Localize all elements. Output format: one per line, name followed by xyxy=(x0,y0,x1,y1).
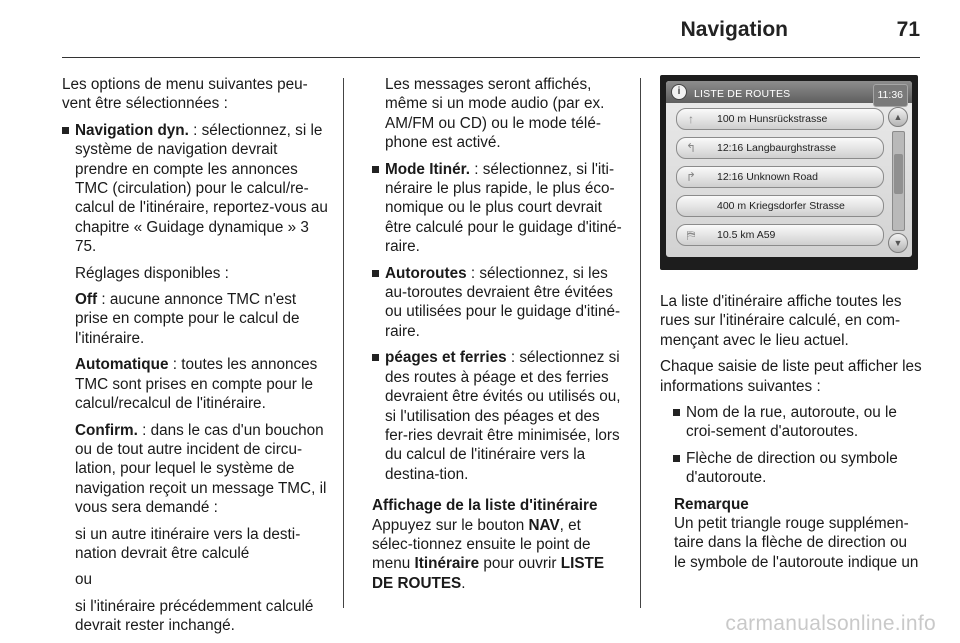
section-title: Affichage de la liste d'itinéraire xyxy=(372,497,598,515)
screen-display xyxy=(666,81,912,257)
scroll-track xyxy=(892,131,905,231)
scroll-up-icon: ▲ xyxy=(888,107,908,127)
column-1 xyxy=(62,75,328,643)
route-list-label: LISTE DE ROUTES xyxy=(372,555,605,592)
bullet-direction-arrow: Flèche de direction ou symbole d'autoroute. xyxy=(673,449,922,488)
question-2: si l'itinéraire précédemment calculé devrait rester inchangé. xyxy=(75,597,314,635)
page-ref: 75. xyxy=(75,238,97,256)
screen-clock: 11:36 xyxy=(873,84,909,107)
screen-scrollbar xyxy=(888,107,908,253)
turn-right-icon: ↱ xyxy=(685,170,697,184)
route-row xyxy=(676,166,884,188)
term-nav-dyn: Navigation dyn. xyxy=(75,121,189,139)
route-row xyxy=(676,137,884,159)
column-2 xyxy=(372,75,624,600)
desc-nav-dyn: : sélectionnez, si le système de navigation devrait prendre en compte les annonces TMC (circulation) pour le calcul/re-calcul de l'itinéraire, reportez-vous au chapitre « Guidage dynamique » xyxy=(75,121,328,236)
turn-left-icon: ↰ xyxy=(685,141,697,155)
section-text xyxy=(372,516,624,594)
route-row-icon xyxy=(683,198,699,214)
route-row-text: 12:16 Unknown Road xyxy=(717,171,818,183)
option-confirm xyxy=(75,421,328,518)
scroll-thumb xyxy=(894,154,903,194)
screen-title-bar xyxy=(666,81,912,103)
route-row-text: 100 m Hunsrückstrasse xyxy=(717,113,828,125)
option-off xyxy=(75,290,328,348)
list-description: La liste d'itinéraire affiche toutes les rues sur l'itinéraire calculé, en com-mençant avec le lieu actuel. xyxy=(660,293,902,349)
term-off: Off xyxy=(75,291,98,309)
route-row xyxy=(676,224,884,246)
straight-arrow-icon: ↑ xyxy=(688,112,694,126)
continued-text: Les messages seront affichés, même si un mode audio (par ex. AM/FM ou CD) ou le mode télé-phone est activé. xyxy=(385,76,605,152)
header-divider xyxy=(62,57,920,58)
route-row xyxy=(676,195,884,217)
section-text-1: Appuyez sur le bouton xyxy=(372,516,529,534)
remark-text: Un petit triangle rouge supplémen-taire dans la flèche de direction ou le symbole de l'autoroute indique un xyxy=(674,515,919,571)
bullet-autoroutes xyxy=(372,264,624,342)
desc-confirm: : dans le cas d'un bouchon ou de tout autre incident de circu-lation, pour lequel le système de navigation reçoit un message TMC, il vous sera demandé : xyxy=(75,421,327,517)
column-divider-2 xyxy=(640,78,641,608)
screen-title: LISTE DE ROUTES xyxy=(694,88,791,100)
bullet-mode xyxy=(372,160,624,257)
desc-auto: : toutes les annonces TMC sont prises en compte pour le calcul/recalcul de l'itinéraire. xyxy=(75,356,318,413)
route-row-text: 10.5 km A59 xyxy=(717,229,776,241)
term-confirm: Confirm. xyxy=(75,421,138,439)
bullet-nav-dyn xyxy=(62,121,328,257)
scroll-down-icon: ▼ xyxy=(888,233,908,253)
motorway-icon: ⛿ xyxy=(686,228,696,242)
settings-label: Réglages disponibles : xyxy=(75,264,229,282)
page-ref-icon: 3 xyxy=(300,218,309,236)
route-row-text: 12:16 Langbaurghstrasse xyxy=(717,142,837,154)
section-text-3: pour ouvrir xyxy=(479,555,561,573)
remark-box xyxy=(668,495,922,573)
section-text-4: . xyxy=(461,574,466,592)
route-row xyxy=(676,108,884,130)
desc-peages: : sélectionnez si des routes à péage et des ferries devraient être évités ou utilisés ou, si l'utilisation des péages et des fer-ries devrait être minimisée, lors du calcul de l'itinéraire vers la destina-tion. xyxy=(385,349,621,483)
desc-mode: : sélectionnez, si l'iti-néraire le plus rapide, le plus éco-nomique ou le plus court devrait être calculé pour le guidage d'itiné-raire. xyxy=(385,160,622,256)
itinerary-menu-label: Itinéraire xyxy=(414,555,480,573)
remark-title: Remarque xyxy=(674,495,749,513)
bullet-street-name: Nom de la rue, autoroute, ou le croi-sement d'autoroutes. xyxy=(673,403,922,442)
page-number: 71 xyxy=(896,18,920,41)
term-mode: Mode Itinér. xyxy=(385,160,470,178)
term-peages: péages et ferries xyxy=(385,349,507,367)
page-title: Navigation xyxy=(680,18,788,41)
option-auto xyxy=(75,355,328,413)
route-row-text: 400 m Kriegsdorfer Strasse xyxy=(717,200,845,212)
column-3 xyxy=(660,75,922,572)
list-entry-info: Chaque saisie de liste peut afficher les informations suivantes : xyxy=(660,358,922,395)
desc-autoroutes: : sélectionnez, si les au-toroutes devraient être évitées ou utilisées pour le guidage d'itiné-raire. xyxy=(385,264,621,340)
nav-button-label: NAV xyxy=(528,516,560,534)
intro-text: Les options de menu suivantes peu-vent être sélectionnées : xyxy=(62,76,308,113)
info-icon: i xyxy=(671,84,687,100)
route-list-screenshot xyxy=(660,75,918,270)
bullet-peages xyxy=(372,348,624,484)
term-autoroutes: Autoroutes xyxy=(385,264,467,282)
or-text: ou xyxy=(75,571,93,589)
term-auto: Automatique xyxy=(75,356,169,374)
question-1: si un autre itinéraire vers la desti-nation devrait être calculé xyxy=(75,525,301,562)
desc-off: : aucune annonce TMC n'est prise en compte pour le calcul de l'itinéraire. xyxy=(75,291,300,347)
watermark: carmanualsonline.info xyxy=(725,612,936,635)
section-text-2: , et sélec-tionnez ensuite le point de menu xyxy=(372,516,591,573)
column-divider-1 xyxy=(343,78,344,608)
